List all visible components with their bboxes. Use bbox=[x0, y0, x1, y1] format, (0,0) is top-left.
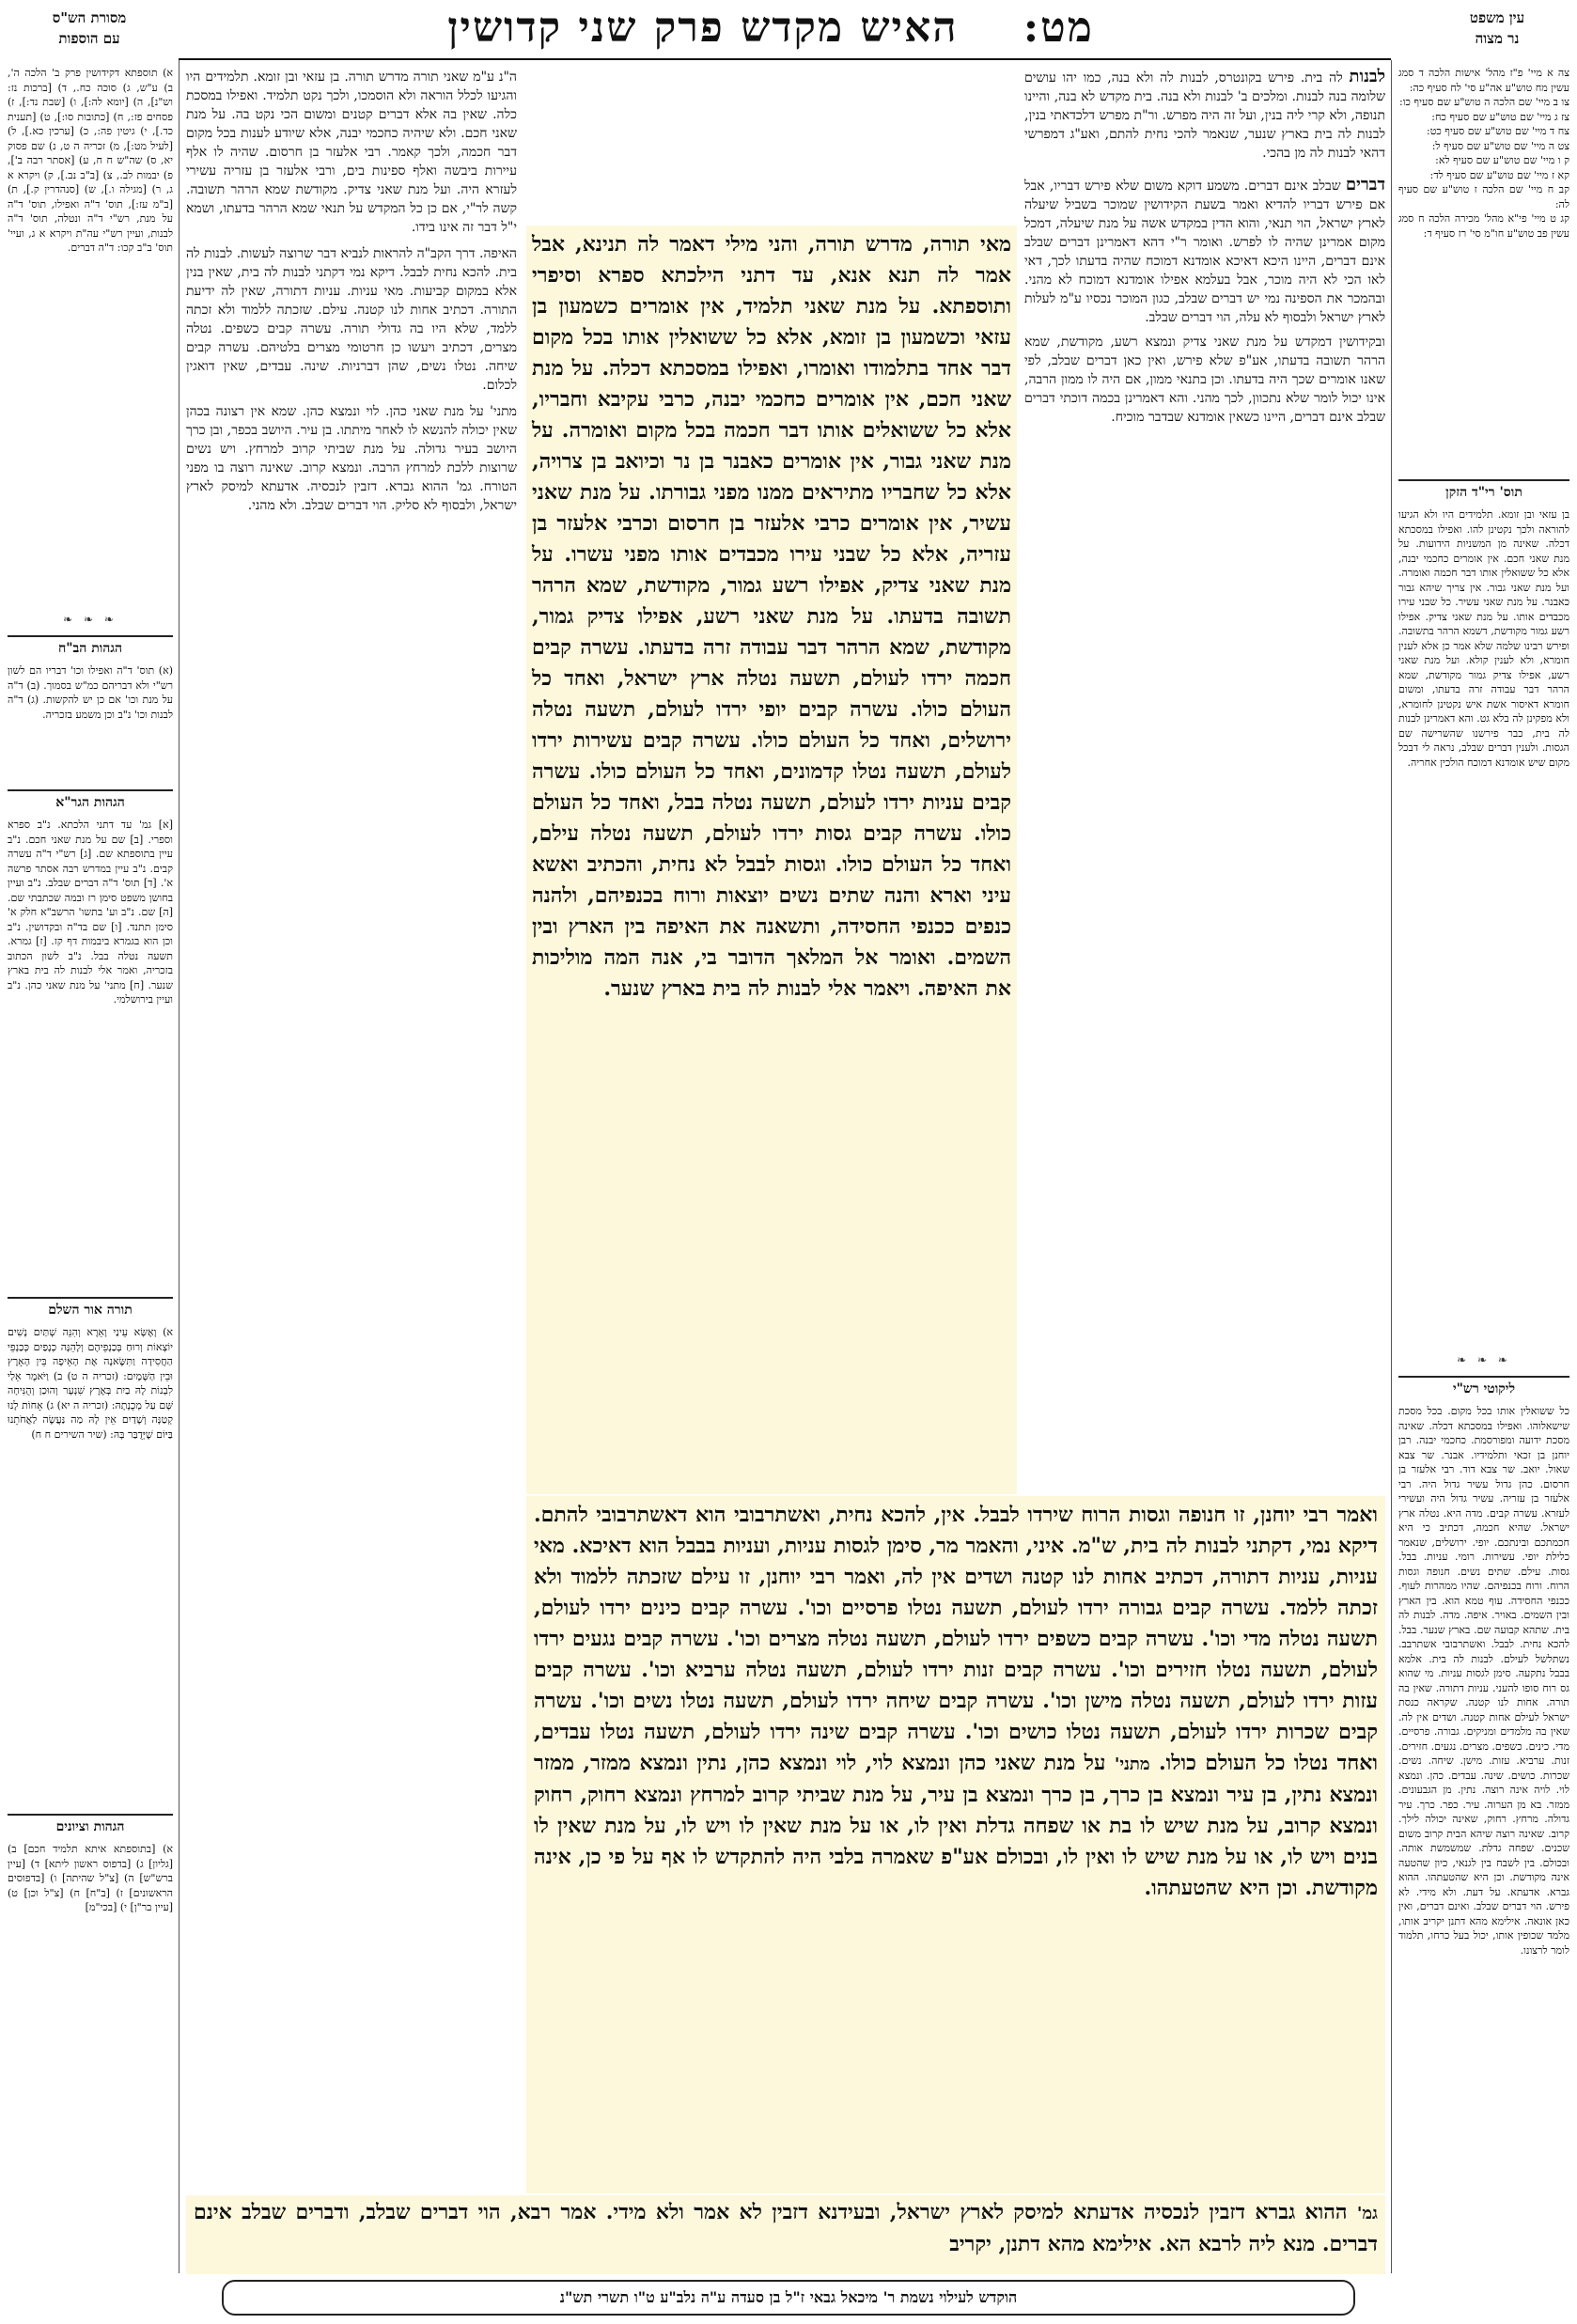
dedication-banner bbox=[222, 2280, 1355, 2316]
gemara-text: עשרה קבים חכמה ירדו לעולם, תשעה נטלה ארץ ישראל, ואחד כל העולם כולו. עשרה קבים יופי ירדו לעולם, תשעה נטלה ירושלים, ואחד כל העולם כולו. עשרה קבים עשירות ירדו לעולם, תשעה נטלו קדמונים, ואחד כל העולם כולו. עשרה קבים עניות ירדו לעולם, תשעה נטלה בבל, ואחד כל העולם כולו. עשרה קבים גסות ירדו לעולם, תשעה נטלה עילם, ואחד כל העולם כולו. וגסות לבבל לא נחית, והכתיב ואשא עיני וארא והנה שתים נשים יוצאות ורוח בכנפיהם, ולהנה כנפים ככנפי החסידה, ותשאנה את האיפה בין הארץ ובין השמים. ואומר אל המלאך הדובר בי, אנה המה מוליכות את האיפה. ויאמר אלי לבנות לה בית בארץ שנער. bbox=[532, 635, 1011, 1001]
tosafot-commentary: מתני' על מנת שאני כהן. לוי ונמצא כהן. שמא אין רצונה בכהן שאין יכולה להנשא לו לאחר מיתתו. בן עיר. היושב בכפר, ובן כרך היושב בעיר גדולה. על מנת שביתי קרוב למרחץ. ויש נשים שרוצות ללכת למרחץ הרבה. ונמצא קרוב. שאינה רוצה בו מפני הטורח. גמ' ההוא גברא. דזבין לנכסיה. אדעתא למיסק לארץ ישראל, ולבסוף לא סליק. הוי דברים שבלב. ולא מהני. bbox=[186, 404, 517, 513]
ein-mishpat-entry: קב ח מיי' שם הלכה ז טוש"ע שם סעיף לה: bbox=[1398, 183, 1569, 211]
ein-mishpat-entry: צז ג מיי' שם טוש"ע שם סעיף כח: bbox=[1431, 110, 1569, 123]
rashi-commentary: לה בית. פירש בקונטרס, לבנות לה ולא בנה, כמו יהו עושים שלומה בנה לבנות. ומלכים ב' לבנות ולא בנה. בית מקדש לא בנה, והיינו תנופה, ולא קרי ליה בנין, ועל זה היה מפרש. ור"ת מפרש דלכדאתי בנין, לבנות לה בית בארץ שנער, שנאמר להכי נחית להתם, ואע"ג דמפרשי דהאי לבנות לה מן בהכי. bbox=[1024, 70, 1385, 161]
gemara-main-block bbox=[526, 226, 1017, 1494]
hagahot-habach-title: הגהות הב"ח bbox=[8, 635, 173, 660]
hosafot-label: עם הוספות bbox=[58, 30, 120, 47]
ein-mishpat-entry: קא ז מיי' שם טוש"ע שם סעיף לד: bbox=[1429, 168, 1569, 181]
tosafot-commentary: האיפה. דרך הקב"ה להראות לנביא דבר שרוצה לעשות. לבנות לה בית. להכא נחית לבבל. דיקא נמי דקתני לבנות לה בית, שאין בנין אלא במקום קביעות. מאי עניות. עניות דתורה, שאין לה ידיעת התורה. דכתיב אחות לנו קטנה. עילם. שזכתה ללמוד ולא זכתה ללמד, שלא היו בה גדולי תורה. עשרה קבים כשפים. נטלה מצרים, דכתיב ויעשו כן חרטומי מצרים בלטיהם. עשרה קבים שיחה. נטלו נשים, שהן דברניות. שינה. עבדים, שאין דואגין לכלום. bbox=[186, 246, 517, 393]
ein-mishpat-entry: צו ב מיי' שם הלכה ה טוש"ע שם סעיף כו: bbox=[1399, 96, 1569, 108]
mesoret-ornament: ❧ ❧ ❧ bbox=[63, 613, 117, 626]
rashi-commentary: ובקידושין דמקדש על מנת שאני צדיק ונמצא רשע, מקודשת, שמא הרהר תשובה בדעתו, אע"פ שלא פירש, ואין כאן דברים שבלב, לפי שאנו אומרים שכך היה בדעתו. וכן בתנאי ממון, אם היה לו ממון הרבה, אינו יכול לומר שלא נתכוון, לכך מהני. והא דאמרינן בכמה דוכתי דברים שבלב אינם דברים, היינו כשאין אומדנא שבדבר מוכיח. bbox=[1024, 335, 1385, 425]
gemara-text: מאי תורה, מדרש תורה, והני מילי דאמר לה תנינא, אבל אמר לה תנא אנא, עד דתני הילכתא ספרא וסיפרי ותוספתא. על מנת שאני תלמיד, אין אומרים כשמעון בן עזאי וכשמעון בן זומא, אלא כל ששואלין אותו בכל מקום דבר אחד בתלמודו ואומרו, ואפילו במסכתא דכלה. על מנת שאני חכם, אין אומרים כחכמי יבנה, כרבי עקיבא וחבריו, אלא כל ששואלים אותו דבר חכמה בכל מקום ואומרה. על מנת שאני גבור, אין אומרים כאבנר בן נר וכיואב בן צרויה, אלא כל שחבריו מתיראים ממנו מפני גבורתו. על מנת שאני עשיר, אין אומרים כרבי אלעזר בן חרסום וכרבי אלעזר בן עזריה, אלא כל שבני עירו מכבדים אותו מפני עשרו. על מנת שאני צדיק, אפילו רשע גמור, מקודשת, שמא הרהר תשובה בדעתו. על מנת שאני רשע, אפילו צדיק גמור, מקודשת, שמא הרהר דבר עבודה זרה בדעתו. bbox=[532, 232, 1011, 660]
hagahot-tziyunim-title: הגהות וציונים bbox=[8, 1814, 173, 1838]
gemara-wide-block bbox=[526, 1496, 1385, 2193]
gemara-text: ואמר רבי יוחנן, זו חנופה וגסות הרוח שירדו לבבל. אין, להכא נחית, ואשתרבובי הוא דאשתרבובי להתם. דיקא נמי, דקתני לבנות לה בית, ש"מ. איני, והאמר מר, סימן לגסות עניות, ועניות בבבל הוא דאיכא. מאי עניות, עניות דתורה, דכתיב אחות לנו קטנה ושדים אין לה, ואמר רבי יוחנן, זו עילם שזכתה ללמוד ולא זכתה ללמד. עשרה קבים גבורה ירדו לעולם, תשעה נטלו פרסיים וכו'. עשרה קבים כינים ירדו לעולם, תשעה נטלה מדי וכו'. עשרה קבים כשפים ירדו לעולם, תשעה נטלה מצרים וכו'. עשרה קבים נגעים ירדו לעולם, תשעה נטלו חזירים וכו'. עשרה קבים זנות ירדו לעולם, תשעה נטלה ערביא וכו'. עשרה קבים עזות ירדו לעולם, תשעה נטלה מישן וכו'. עשרה קבים שיחה ירדו לעולם, תשעה נטלו נשים וכו'. עשרה קבים שכרות ירדו לעולם, תשעה נטלו כושים וכו'. עשרה קבים שינה ירדו לעולם, תשעה נטלו עבדים, ואחד נטלו כל העולם כולו. bbox=[534, 1503, 1378, 1775]
rashi-top-block bbox=[1024, 68, 1385, 1477]
chapter-title: האיש מקדש פרק שני קדושין bbox=[447, 4, 959, 52]
rashi-lead-word: לבנות bbox=[1349, 68, 1385, 86]
ein-mishpat-column bbox=[1398, 66, 1569, 460]
ein-mishpat-entry: ק ו מיי' שם טוש"ע שם סעיף לא: bbox=[1435, 154, 1569, 166]
page-title bbox=[442, 4, 1100, 60]
mesoret-label: מסורת הש"ס bbox=[52, 9, 127, 26]
ein-mishpat-entry: צה א מיי' פ"ז מהל' אישות הלכה ד סמג עשין מח טוש"ע אה"ע סי' לח סעיף כה: bbox=[1398, 67, 1569, 94]
tosafot-commentary: ה"נ ע"מ שאני תורה מדרש תורה. בן עזאי ובן זומא. תלמידים היו והגיעו לכלל הוראה ולא הוסמכו, ולכך נקט תלמיד. ואפילו במסכת כלה. שאין בה אלא דברים קטנים ומשום הכי נקט בה. על מנת שאני חכם. ולא שיהיה כחכמי יבנה, אלא שיודע לענות בכל מקום דבר חכמה, ולכך קאמר. רבי אלעזר בן חרסום. שהיה לו אלף עיירות ביבשה ואלף ספינות בים, ורבי אלעזר בן עזריה עשירי לעזרא היה. ועל מנת שאני צדיק. מקודשת שמא הרהר תשובה. קשה לר"י, אם כן כל המקדש על תנאי שמא הרהר בדעתו, ושמא י"ל דבר זה אינו בידו. bbox=[186, 70, 517, 235]
tos-rid-title: תוס' רי"ד הזקן bbox=[1398, 479, 1569, 504]
rashi-commentary: שבלב אינם דברים. משמע דוקא משום שלא פירש דבריו, אבל אם פירש דבריו להדיא ואמר בשעת הקידושין שמוכר בשביל שיעלה לארץ ישראל, הוי תנאי, והוא הדין במקדש אשה על מנת שיעלה, דמכל מקום אמרינן שהיה לו לפרש. ואומר ר"י דהא דאמרינן דברים שבלב אינם דברים, היינו היכא דאיכא אומדנא דמוכח שהיה בדעתו לכך, דאי לאו הכי לא היה מוכר, אבל בעלמא אפילו אומדנא דמוכח לא מהני. ובהמכר את הספינה נמי יש דברים שבלב, כגון המוכר נכסיו ע"מ לעלות לארץ ישראל ולבסוף לא עלה, הוי דברים שבלב. bbox=[1024, 179, 1385, 325]
rashi-lead-word: דברים bbox=[1345, 175, 1385, 195]
mesoret-hashas-text: א) תוספתא דקידושין פרק ב' הלכה ה', ב) ע"ש, ג) סוכה כח., ד) [ברכות נז: וש"נ], ה) [יומא לה:], ו) [שבת נד:], ז) פסחים פז:, ח) [כתובות סו:], ט) [תענית כד.], י) גיטין פה:, כ) [ערכין כא.], ל) [לעיל מט:], מ) זכריה ה ט, נ) שם פסוק יא, ס) שה"ש ח ח, ע) [אסתר רבה ב'], פ) יבמות לב., צ) [ב"ב נב.], ק) ויקרא א ג, ר) [מגילה ו.], ש) [סנהדרין ק.], ת) [ב"מ עז:], תוס' ד"ה ואפילו, תוס' ד"ה על מנת, רש"י ד"ה ונטלה, תוס' ד"ה לבנות, ועיין רש"י עה"ת ויקרא א ג, ועיי' תוס' ב"ב קכו: ד"ה דברים. bbox=[8, 67, 173, 254]
ein-mishpat-entry: צח ד מיי' שם טוש"ע שם סעיף כט: bbox=[1427, 125, 1569, 137]
likutei-rashi-text: כל ששואלין אותו בכל מקום. בכל מסכת שישאלוהו. ואפילו במסכתא דכלה. שאינה מסכת ידועה ומפורסמת. כחכמי יבנה. רבן יוחנן בן זכאי ותלמידיו. אבנר. שר צבא שאול. יואב. שר צבא דוד. רבי אלעזר בן חרסום. כהן גדול עשיר גדול היה. רבי אלעזר בן עזריה. עשיר גדול היה ועשירי לעזרא. עשרה קבים. מדה היא. נטלה ארץ ישראל. שהיא חכמה, דכתיב כי היא חכמתכם ובינתכם. יופי. ירושלים, שנאמר כלילת יופי. עשירות. רומי. עניות. בבל. גסות. עילם. שתים נשים. חנופה וגסות הרוח. ורוח בכנפיהם. שהיו ממהרות לעוף. ככנפי החסידה. עוף טמא הוא. בין הארץ ובין השמים. באויר. איפה. מדה. לבנות לה בית. שתהא קבועה שם. בארץ שנער. בבל. להכא נחית. לבבל. ואשתרבובי אשתרבב. נשתלשל לעילם. לבנות לה בית. אלמא בבבל נתקעה. סימן לגסות עניות. מי שהוא גס רוח סופו להעני. עניות דתורה. שאין בה תורה. אחות לנו קטנה. שקראה כנסת ישראל לעילם אחות קטנה. ושדים אין לה. שאין בה מלמדים ומניקים. גבורה. פרסיים. מדי. כינים. כשפים. מצרים. נגעים. חזירים. זנות. ערביא. עזות. מישן. שיחה. נשים. שכרות. כושים. שינה. עבדים. כהן. ונמצא לוי. לויה אינה רוצה. נתין. מן הגבעונים. ממזר. בא מן הערוה. עיר. כפר. כרך. עיר גדולה. מרחץ. רחוק, שאינה יכולה לילך. קרוב. שאינה רוצה שיהא הבית קרוב משום שכנים. שפחה גדלת. שמשמשת אותה. ובכולם. בין לשבח בין לגנאי, כיון שהטעה אינה מקודשת. וכן היא שהטעתהו. ההוא גברא. אדעתא. על דעת. ולא מידי. לא פירש. הוי דברים שבלב. ואינם דברים, ואין כאן אונאה. אילימא מהא דתנן יקריב אותו, מלמד שכופין אותו, יכול בעל כרחו, תלמוד לומר לרצונו. bbox=[1398, 1405, 1569, 1957]
gemara-text: ההוא גברא דזבין לנכסיה אדעתא למיסק לארץ ישראל, ובעידנא דזבין לא אמר ולא מידי. אמר רבא, הוי דברים שבלב, ודברים שבלב אינם דברים. מנא ליה לרבא הא. אילימא מהא דתנן, יקריב bbox=[194, 2200, 1378, 2256]
header-rule bbox=[179, 58, 1391, 60]
tos-rid-ornament: ❧ ❧ ❧ bbox=[1457, 1353, 1511, 1366]
tosafot-block bbox=[186, 68, 517, 2220]
gemara-bottom-block bbox=[186, 2195, 1385, 2274]
tos-rid-text: בן עזאי ובן זומא. תלמידים היו ולא הגיעו להוראה ולכך נקטינן להו. ואפילו במסכתא דכלה. שאינה מן המשניות הידועות. על מנת שאני חכם. אין אומרים כחכמי יבנה, אלא כל ששואלין אותו דבר חכמה ואומרה. ועל מנת שאני גבור. אין צריך שיהא גבור כאבנר. על מנת שאני עשיר. כל שבני עירו מכבדים אותו. על מנת שאני צדיק. אפילו רשע גמור מקודשת, דשמא הרהר בתשובה. ופירש רבינו שלמה שלא אמר כן אלא לענין חומרא, ולא לענין קולא. ועל מנת שאני רשע, אפילו צדיק גמור מקודשת, שמא הרהר דבר עבודה זרה בדעתו, ומשום חומרא דאיסור אשת איש נקטינן לחומרא, ולא מפקינן לה בלא גט. והא דאמרינן לבנות לה בית, כבר פירשנו שהשרישה שם הגסות. ולענין דברים שבלב, נראה לי דבכל מקום שיש אומדנא דמוכח הולכין אחריה. bbox=[1398, 508, 1569, 769]
ein-mishpat-entry: צט ה מיי' שם טוש"ע שם סעיף ל: bbox=[1431, 139, 1569, 152]
dedication-text: הוקדש לעילוי נשמת ר' מיכאל גבאי ז"ל בן סעדה ע"ה נלב"ע ט"ו תשרי תש"נ bbox=[559, 2288, 1018, 2306]
divider-left bbox=[179, 60, 180, 2273]
likutei-rashi-title: ליקוטי רש"י bbox=[1398, 1376, 1569, 1400]
hagahot-tziyunim-text: א) [בתוספתא איתא תלמיד חכם] ב) [גליון] ג) [בדפוס ראשון ליתא] ד) [עיין ברש"ש] ה) [צ"ל שהיתה] ו) [בדפוסים הראשונים] ז) [ב"ח] ח) [צ"ל וכן] ט) [עיין בר"ן] י) [בכי"מ] bbox=[8, 1843, 173, 1913]
mesoret-header bbox=[9, 8, 169, 55]
mishnah-marker: מתני' bbox=[1114, 1755, 1150, 1774]
hagahot-habach-text: (א) תוס' ד"ה ואפילו וכו' דבריו הם לשון רש"י ולא דבריהם כמ"ש בסמוך. (ב) ד"ה על מנת וכו' אם כן יש להקשות. (ג) ד"ה לבנות וכו' נ"ב וכן משמע בזכריה. bbox=[8, 664, 173, 721]
ein-mishpat-header bbox=[1427, 8, 1568, 55]
folio-number: מט: bbox=[1023, 4, 1094, 52]
ein-mishpat-label: עין משפט bbox=[1469, 9, 1525, 26]
ein-mishpat-entry: קג ט מיי' פי"א מהל' מכירה הלכה ח סמג עשין פב טוש"ע חו"מ סי' רז סעיף ד: bbox=[1398, 212, 1569, 240]
torah-or-title: תורה אור השלם bbox=[8, 1297, 173, 1321]
ner-mitzva-label: נר מצוה bbox=[1475, 30, 1520, 47]
divider-right bbox=[1391, 60, 1392, 2273]
gemara-marker: גמ' bbox=[1356, 2204, 1378, 2223]
mishnah-text: על מנת שאני כהן ונמצא לוי, לוי ונמצא כהן, נתין ונמצא ממזר, ממזר ונמצא נתין, בן עיר ונמצא בן כרך, בן כרך ונמצא בן עיר, על מנת שביתי קרוב למרחץ ונמצא רחוק, רחוק ונמצא קרוב, על מנת שיש לו בת או שפחה גדלת ואין לו, או על מנת שאין לו ויש לו, על מנת שאין לו בנים ויש לו, או על מנת שיש לו ואין לו, ובכולם אע"פ שאמרה בלבי היה להתקדש לו אף על פי כן, אינה מקודשת. וכן היא שהטעתהו. bbox=[534, 1751, 1378, 1900]
torah-or-text: א) וָאֶשָּׂא עֵינַי וָאֵרֶא וְהִנֵּה שְׁתַּיִם נָשִׁים יוֹצְאוֹת וְרוּחַ בְּכַנְפֵיהֶם וְלָהֵנָּה כְנָפַיִם כְּכַנְפֵי הַחֲסִידָה וַתִּשֶּׂאנָה אֶת הָאֵיפָה בֵּין הָאָרֶץ וּבֵין הַשָּׁמָיִם: (זכריה ה ט) ב) וַיֹּאמֶר אֵלַי לִבְנוֹת לָהּ בַיִת בְּאֶרֶץ שִׁנְעָר וְהוּכַן וְהֻנִּיחָה שָּׁם עַל מְכֻנָתָהּ: (זכריה ה יא) ג) אָחוֹת לָנוּ קְטַנָּה וְשָׁדַיִם אֵין לָהּ מַה נַּעֲשֶׂה לַאֲחֹתֵנוּ בַּיּוֹם שֶׁיְּדֻבַּר בָּהּ: (שיר השירים ח ח) bbox=[8, 1326, 173, 1441]
hagahot-hagra-text: [א] גמ' עד דתני הלכתא. נ"ב ספרא וספרי. [ב] שם על מנת שאני חכם. נ"ב עיין בתוספתא שם. [ג] רש"י ד"ה עשרה קבים. נ"ב עיין במדרש רבה אסתר פרשה א'. [ד] תוס' ד"ה דברים שבלב. נ"ב ועיין בחושן משפט סימן רז ובמה שכתבתי שם. [ה] שם. נ"ב וע' בתשו' הרשב"א חלק א' סימן תתנד. [ו] שם בד"ה ובקדושין. נ"ב וכן הוא בגמרא ביבמות דף קז. [ז] גמרא. תשעה נטלה בבל. נ"ב לשון הכתוב בזכריה, ואמר אלי לבנות לה בית בארץ שנער. [ח] מתני' על מנת שאני כהן. נ"ב ועיין בירושלמי. bbox=[8, 819, 173, 1006]
hagahot-hagra-title: הגהות הגר"א bbox=[8, 789, 173, 814]
